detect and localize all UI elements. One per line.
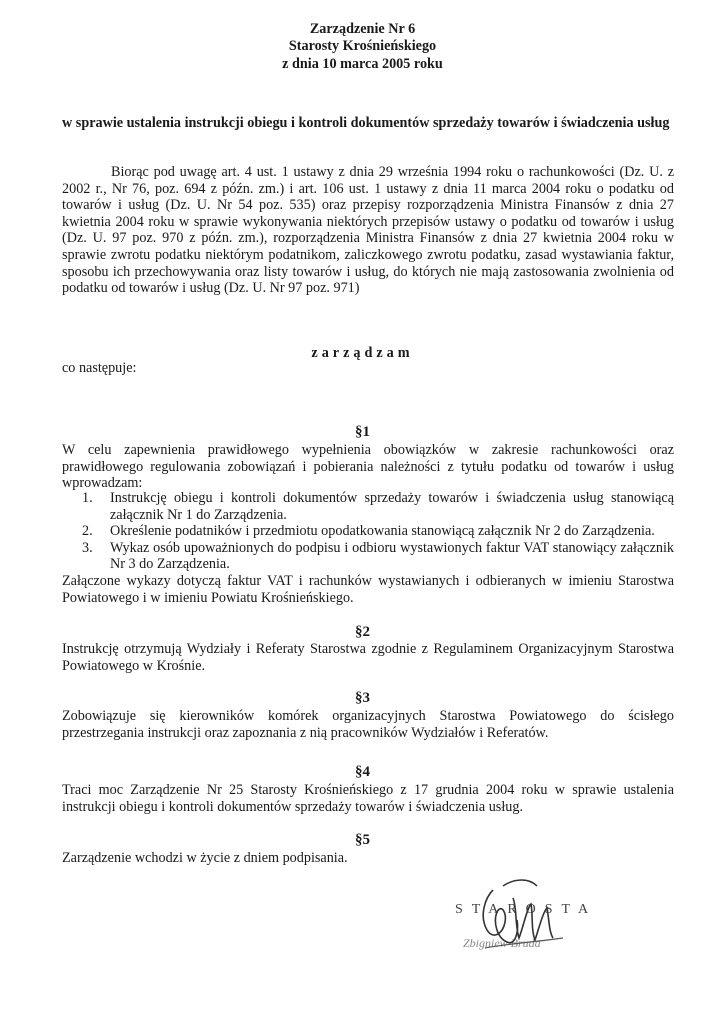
section-5-mark: §5 [355, 832, 370, 848]
stamp-title: STAROSTA [455, 902, 598, 917]
list-item-number: 2. [82, 523, 93, 540]
list-item-number: 1. [82, 490, 93, 506]
section-2-mark: §2 [355, 624, 370, 640]
section-1-list [82, 490, 674, 573]
section-4-text: Traci moc Zarządzenie Nr 25 Starosty Krośnieńskiego z 17 grudnia 2004 roku w sprawie ustalenia instrukcji obiegu i kontroli dokumentów sprzedaży towarów i świadczenia usług. [62, 782, 674, 815]
follow-phrase: co następuje: [62, 360, 137, 376]
list-item [82, 523, 674, 540]
section-4-mark: §4 [355, 764, 370, 780]
section-1-intro: W celu zapewnienia prawidłowego wypełnienia obowiązków w zakresie rachunkowości oraz prawidłowego regulowania zobowiązań i pobierania należności z tytułu podatku od towarów i usług wprowadzam: [62, 442, 674, 492]
list-item [82, 490, 674, 523]
section-1-closing: Załączone wykazy dotyczą faktur VAT i rachunków wystawianych i odbieranych w imieniu Starostwa Powiatowego i w imieniu Powiatu Krośnieńskiego. [62, 573, 674, 606]
section-3-mark: §3 [355, 690, 370, 706]
section-2-text: Instrukcję otrzymują Wydziały i Referaty Starostwa zgodnie z Regulaminem Organizacyjnym Starostwa Powiatowego w Krośnie. [62, 641, 674, 674]
list-item-text: Instrukcję obiegu i kontroli dokumentów sprzedaży towarów i świadczenia usług stanowiącą załącznik Nr 1 do Zarządzenia. [110, 490, 674, 523]
list-item [82, 540, 674, 573]
stamp-name: Zbigniew Bruda [463, 936, 541, 950]
section-1-mark: §1 [355, 424, 370, 440]
list-item-text: Określenie podatników i przedmiotu opodatkowania stanowiącą załącznik Nr 2 do Zarządzenia. [110, 523, 655, 540]
decree-date-heading: z dnia 10 marca 2005 roku [282, 56, 443, 72]
signature-stamp [445, 868, 598, 973]
section-3-text: Zobowiązuje się kierowników komórek organizacyjnych Starostwa Powiatowego do ścisłego przestrzegania instrukcji oraz zapoznania z nią pracowników Wydziałów i Referatów. [62, 708, 674, 741]
decree-number-heading: Zarządzenie Nr 6 [309, 21, 416, 37]
decree-word: zarządzam [311, 345, 414, 361]
list-item-number: 3. [82, 539, 93, 556]
legal-basis-preamble: Biorąc pod uwagę art. 4 ust. 1 ustawy z dnia 29 września 1994 roku o rachunkowości (Dz. U. z 2002 r., Nr 76, poz. 694 z późn. zm.) i art. 106 ust. 1 ustawy z dnia 11 marca 2004 roku o podatku od towarów i usług (Dz. U. Nr 54 poz. 535) oraz przepisy rozporządzenia Ministra Finansów z dnia 27 kwietnia 2004 roku w sprawie wykonywania niektórych przepisów ustawy o podatku od towarów i usług (Dz. U. 97 poz. 970 z późn. zm.), rozporządzenia Ministra Finansów z dnia 27 kwietnia 2004 roku w sprawie zwrotu podatku niektórym podatnikom, zaliczkowego zwrotu podatku, zasad wystawiania faktur, sposobu ich przechowywania oraz listy towarów i usług, do których nie mają zastosowania zwolnienia od podatku od towarów i usług (Dz. U. Nr 97 poz. 971) [62, 164, 674, 297]
handwritten-signature-icon [445, 868, 598, 973]
decree-subject: w sprawie ustalenia instrukcji obiegu i kontroli dokumentów sprzedaży towarów i świadczenia usług [62, 115, 670, 131]
section-5-text: Zarządzenie wchodzi w życie z dniem podpisania. [62, 850, 348, 866]
issuer-heading: Starosty Krośnieńskiego [288, 38, 437, 54]
list-item-text: Wykaz osób upoważnionych do podpisu i odbioru wystawionych faktur VAT stanowiący załącznik Nr 3 do Zarządzenia. [110, 539, 674, 573]
